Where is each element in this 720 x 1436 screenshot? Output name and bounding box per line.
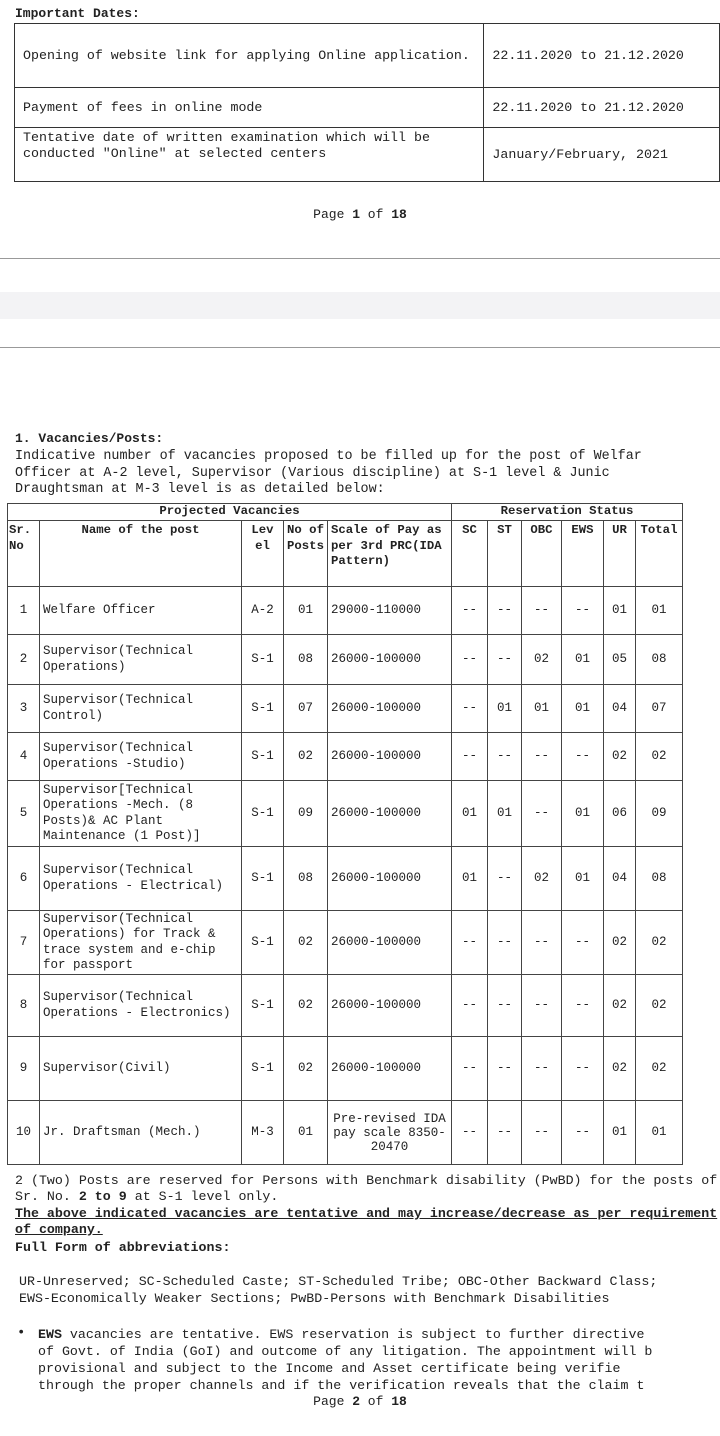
date-value: 22.11.2020 to 21.12.2020 <box>484 24 720 88</box>
cell-ur: 04 <box>604 685 636 733</box>
cell-total: 02 <box>636 911 683 975</box>
cell-st: 01 <box>488 781 522 847</box>
table-row <box>8 733 683 781</box>
abbr-line: EWS-Economically Weaker Sections; PwBD-Persons with Benchmark Disabilities <box>19 1290 610 1306</box>
cell-obc: -- <box>522 911 562 975</box>
cell-ur: 04 <box>604 847 636 911</box>
important-dates-heading: Important Dates: <box>15 6 140 21</box>
cell-total: 01 <box>636 587 683 635</box>
date-value: January/February, 2021 <box>484 128 720 182</box>
footer-page-num: 2 <box>352 1394 360 1409</box>
table-row <box>8 911 683 975</box>
cell-sc: -- <box>452 1101 488 1165</box>
cell-sr: 9 <box>8 1037 40 1101</box>
cell-sr: 5 <box>8 781 40 847</box>
cell-level: S-1 <box>242 911 284 975</box>
cell-obc: -- <box>522 781 562 847</box>
cell-ews: -- <box>562 1037 604 1101</box>
cell-sc: -- <box>452 733 488 781</box>
cell-sr: 6 <box>8 847 40 911</box>
date-event: Opening of website link for applying Online application. <box>15 24 484 88</box>
cell-posts: 02 <box>284 733 328 781</box>
cell-obc: -- <box>522 587 562 635</box>
cell-name: Supervisor(Technical Operations - Electrical) <box>40 847 242 911</box>
cell-posts: 08 <box>284 635 328 685</box>
cell-obc: 02 <box>522 847 562 911</box>
footer-prefix: Page <box>313 1394 353 1409</box>
ews-line: through the proper channels and if the verification reveals that the claim t <box>38 1378 645 1393</box>
pwbd-note-text: at S-1 level only. <box>126 1189 279 1204</box>
cell-ews: -- <box>562 975 604 1037</box>
cell-st: -- <box>488 1101 522 1165</box>
cell-sr: 4 <box>8 733 40 781</box>
cell-name: Supervisor[Technical Operations -Mech. (8 Posts)& AC Plant Maintenance (1 Post)] <box>40 781 242 847</box>
cell-sc: -- <box>452 587 488 635</box>
cell-ews: 01 <box>562 685 604 733</box>
cell-level: S-1 <box>242 685 284 733</box>
date-event: Payment of fees in online mode <box>15 88 484 128</box>
page-divider <box>0 347 720 348</box>
intro-line: Draughtsman at M-3 level is as detailed below: <box>15 482 385 497</box>
cell-ews: 01 <box>562 847 604 911</box>
tentative-vacancies-note: The above indicated vacancies are tentative and may increase/decrease as per requirement of company. <box>15 1206 718 1237</box>
cell-ur: 06 <box>604 781 636 847</box>
cell-sc: 01 <box>452 781 488 847</box>
cell-level: S-1 <box>242 733 284 781</box>
cell-total: 02 <box>636 733 683 781</box>
cell-st: -- <box>488 587 522 635</box>
col-name-of-post: Name of the post <box>40 521 242 587</box>
reservation-status-header: Reservation Status <box>452 504 683 521</box>
cell-name: Supervisor(Technical Operations) for Track & trace system and e-chip for passport <box>40 911 242 975</box>
cell-sr: 1 <box>8 587 40 635</box>
cell-name: Supervisor(Technical Operations - Electronics) <box>40 975 242 1037</box>
cell-sr: 2 <box>8 635 40 685</box>
cell-level: S-1 <box>242 975 284 1037</box>
cell-ews: -- <box>562 911 604 975</box>
cell-sc: -- <box>452 911 488 975</box>
vacancies-heading: 1. Vacancies/Posts: <box>15 431 164 446</box>
col-sc: SC <box>452 521 488 587</box>
cell-name: Jr. Draftsman (Mech.) <box>40 1101 242 1165</box>
cell-name: Supervisor(Technical Operations) <box>40 635 242 685</box>
col-total: Total <box>636 521 683 587</box>
cell-total: 07 <box>636 685 683 733</box>
cell-sc: 01 <box>452 847 488 911</box>
col-no-of-posts: No of Posts <box>284 521 328 587</box>
cell-obc: -- <box>522 975 562 1037</box>
projected-vacancies-header: Projected Vacancies <box>8 504 452 521</box>
table-row <box>15 128 720 182</box>
pwbd-note-text: 2 (Two) Posts are reserved for Persons with Benchmark disability (PwBD) for the posts of Sr. No. <box>15 1173 718 1204</box>
cell-obc: 02 <box>522 635 562 685</box>
cell-scale: 26000-100000 <box>328 781 452 847</box>
cell-ews: -- <box>562 733 604 781</box>
cell-obc: -- <box>522 733 562 781</box>
cell-scale: 26000-100000 <box>328 911 452 975</box>
cell-name: Supervisor(Technical Control) <box>40 685 242 733</box>
cell-ur: 02 <box>604 911 636 975</box>
cell-ews: 01 <box>562 781 604 847</box>
abbreviations-heading: Full Form of abbreviations: <box>15 1240 231 1255</box>
date-event: Tentative date of written examination which will be conducted "Online" at selected centers <box>15 128 484 182</box>
cell-obc: 01 <box>522 685 562 733</box>
cell-total: 01 <box>636 1101 683 1165</box>
cell-st: -- <box>488 847 522 911</box>
cell-total: 08 <box>636 635 683 685</box>
cell-posts: 07 <box>284 685 328 733</box>
cell-scale: 26000-100000 <box>328 1037 452 1101</box>
page-number-footer <box>0 1394 720 1409</box>
pwbd-note <box>15 1173 720 1205</box>
cell-name: Supervisor(Civil) <box>40 1037 242 1101</box>
abbr-line: UR-Unreserved; SC-Scheduled Caste; ST-Scheduled Tribe; OBC-Other Backward Class; <box>19 1274 658 1289</box>
table-row <box>8 635 683 685</box>
cell-ur: 02 <box>604 1037 636 1101</box>
footer-page-num: 1 <box>352 207 360 222</box>
footer-prefix: Page <box>313 207 353 222</box>
ews-note <box>38 1326 720 1394</box>
footer-of: of <box>360 1394 392 1409</box>
table-row <box>8 975 683 1037</box>
cell-st: -- <box>488 1037 522 1101</box>
cell-ews: 01 <box>562 635 604 685</box>
cell-sc: -- <box>452 1037 488 1101</box>
footer-of: of <box>360 207 392 222</box>
cell-st: 01 <box>488 685 522 733</box>
ews-line-text: vacancies are tentative. EWS reservation is subject to further directive <box>61 1327 645 1342</box>
col-st: ST <box>488 521 522 587</box>
page-number-footer <box>0 207 720 222</box>
table-row <box>8 781 683 847</box>
cell-ur: 01 <box>604 1101 636 1165</box>
cell-posts: 08 <box>284 847 328 911</box>
date-value: 22.11.2020 to 21.12.2020 <box>484 88 720 128</box>
cell-posts: 01 <box>284 587 328 635</box>
important-dates-table <box>14 23 720 182</box>
table-row <box>8 1037 683 1101</box>
cell-posts: 09 <box>284 781 328 847</box>
page-divider <box>0 258 720 259</box>
intro-line: Officer at A-2 level, Supervisor (Various discipline) at S-1 level & Junic <box>15 465 610 481</box>
cell-ur: 02 <box>604 975 636 1037</box>
cell-level: S-1 <box>242 1037 284 1101</box>
cell-sc: -- <box>452 685 488 733</box>
col-obc: OBC <box>522 521 562 587</box>
cell-ur: 02 <box>604 733 636 781</box>
cell-scale: 26000-100000 <box>328 847 452 911</box>
cell-scale: 26000-100000 <box>328 635 452 685</box>
cell-level: M-3 <box>242 1101 284 1165</box>
bullet-icon: • <box>17 1325 26 1341</box>
cell-posts: 02 <box>284 1037 328 1101</box>
table-row <box>8 685 683 733</box>
cell-total: 02 <box>636 1037 683 1101</box>
cell-level: A-2 <box>242 587 284 635</box>
cell-st: -- <box>488 975 522 1037</box>
cell-level: S-1 <box>242 847 284 911</box>
ews-label: EWS <box>38 1327 62 1342</box>
col-ur: UR <box>604 521 636 587</box>
col-level: Lev el <box>242 521 284 587</box>
cell-name: Welfare Officer <box>40 587 242 635</box>
page-gap <box>0 292 720 319</box>
cell-total: 02 <box>636 975 683 1037</box>
ews-line: of Govt. of India (GoI) and outcome of any litigation. The appointment will b <box>38 1344 653 1359</box>
cell-ews: -- <box>562 1101 604 1165</box>
cell-st: -- <box>488 635 522 685</box>
table-group-header <box>8 504 683 521</box>
abbreviations-text <box>19 1274 720 1307</box>
cell-scale: 26000-100000 <box>328 685 452 733</box>
table-header-row <box>8 521 683 587</box>
cell-total: 09 <box>636 781 683 847</box>
cell-ur: 01 <box>604 587 636 635</box>
footer-page-total: 18 <box>391 207 407 222</box>
cell-sr: 3 <box>8 685 40 733</box>
cell-scale: Pre-revised IDA pay scale 8350-20470 <box>328 1101 452 1165</box>
vacancies-intro <box>15 449 720 499</box>
cell-st: -- <box>488 733 522 781</box>
ews-line: provisional and subject to the Income and Asset certificate being verifie <box>38 1361 621 1376</box>
vacancies-table-body <box>8 587 683 1165</box>
cell-posts: 01 <box>284 1101 328 1165</box>
cell-level: S-1 <box>242 781 284 847</box>
table-row <box>8 847 683 911</box>
cell-name: Supervisor(Technical Operations -Studio) <box>40 733 242 781</box>
cell-posts: 02 <box>284 975 328 1037</box>
cell-obc: -- <box>522 1101 562 1165</box>
table-row <box>8 1101 683 1165</box>
cell-sr: 10 <box>8 1101 40 1165</box>
pwbd-note-range: 2 to 9 <box>78 1189 127 1204</box>
col-scale-of-pay: Scale of Pay as per 3rd PRC(IDA Pattern) <box>328 521 452 587</box>
ews-line <box>38 1326 720 1343</box>
cell-obc: -- <box>522 1037 562 1101</box>
footer-page-total: 18 <box>391 1394 407 1409</box>
cell-ews: -- <box>562 587 604 635</box>
intro-line: Indicative number of vacancies proposed to be filled up for the post of Welfar <box>15 449 642 464</box>
cell-scale: 29000-110000 <box>328 587 452 635</box>
cell-sr: 8 <box>8 975 40 1037</box>
table-row <box>8 587 683 635</box>
col-ews: EWS <box>562 521 604 587</box>
col-sr-no: Sr. No <box>8 521 40 587</box>
cell-sc: -- <box>452 635 488 685</box>
cell-posts: 02 <box>284 911 328 975</box>
table-row <box>15 24 720 88</box>
cell-level: S-1 <box>242 635 284 685</box>
cell-scale: 26000-100000 <box>328 975 452 1037</box>
cell-st: -- <box>488 911 522 975</box>
vacancies-table <box>7 503 683 1165</box>
table-row <box>15 88 720 128</box>
cell-sr: 7 <box>8 911 40 975</box>
cell-sc: -- <box>452 975 488 1037</box>
cell-scale: 26000-100000 <box>328 733 452 781</box>
cell-total: 08 <box>636 847 683 911</box>
cell-ur: 05 <box>604 635 636 685</box>
